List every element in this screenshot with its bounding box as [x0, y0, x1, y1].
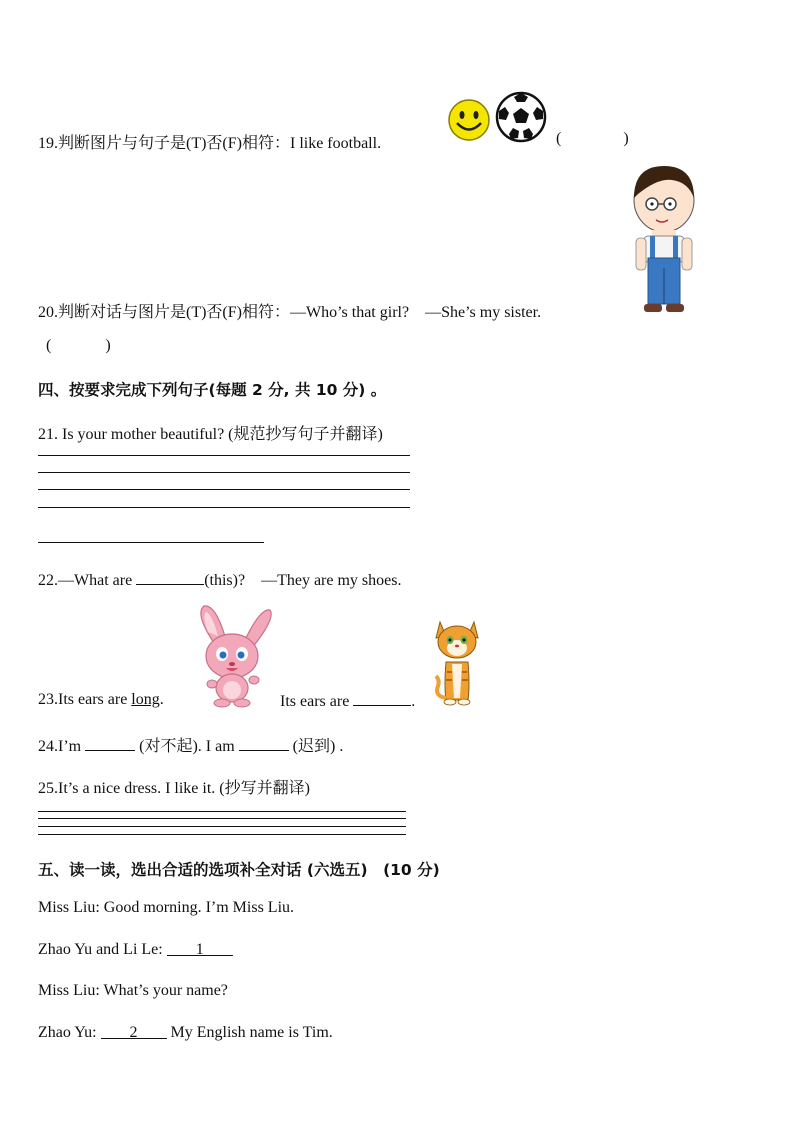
underlined-word: long	[131, 691, 160, 708]
fill-blank[interactable]	[136, 570, 204, 585]
answer-line[interactable]	[38, 542, 264, 543]
question-19-answer-paren[interactable]: ( )	[556, 130, 629, 147]
fill-blank-2[interactable]: 2	[101, 1024, 167, 1039]
dialog-line-2: Zhao Yu and Li Le: 1	[38, 941, 233, 959]
section-5-heading: 五、读一读，选出合适的选项补全对话 (六选五) (10 分)	[38, 861, 440, 879]
question-25	[38, 775, 310, 798]
boy-illustration	[628, 164, 700, 316]
question-19-text: 19.判断图片与句子是(T)否(F)相符：I like football.	[38, 135, 382, 152]
question-23: 23.Its ears are long.	[38, 691, 164, 708]
question-20	[38, 299, 541, 322]
question-22: 22.—What are (this)? —They are my shoes.	[38, 572, 402, 589]
soccer-ball-icon	[495, 91, 547, 143]
fill-blank[interactable]	[85, 736, 135, 751]
question-20-text: 20.判断对话与图片是(T)否(F)相符：—Who’s that girl? —She’s my sister.	[38, 304, 542, 321]
question-20-answer-paren[interactable]: ( )	[46, 337, 111, 354]
answer-line[interactable]	[38, 489, 410, 490]
answer-line[interactable]	[38, 507, 410, 508]
fill-blank[interactable]	[239, 736, 289, 751]
cat-illustration	[432, 616, 482, 708]
question-21	[38, 421, 383, 444]
answer-line[interactable]	[38, 455, 410, 456]
answer-line[interactable]	[38, 818, 406, 819]
question-25-text: 25.It’s a nice dress. I like it. (抄写并翻译)	[38, 780, 310, 797]
dialog-line-4: Zhao Yu: 2 My English name is Tim.	[38, 1024, 333, 1041]
question-24: 24.I’m (对不起). I am (迟到) .	[38, 738, 344, 755]
answer-line[interactable]	[38, 826, 406, 827]
smiley-face-icon	[447, 98, 491, 142]
fill-blank-1[interactable]: 1	[167, 941, 233, 956]
answer-line[interactable]	[38, 834, 406, 835]
dialog-line-3: Miss Liu: What’s your name?	[38, 982, 228, 999]
dialog-line-1: Miss Liu: Good morning. I’m Miss Liu.	[38, 899, 295, 916]
question-21-text: 21. Is your mother beautiful? (规范抄写句子并翻译)	[38, 426, 383, 443]
question-23-part-2: Its ears are .	[280, 693, 416, 710]
answer-line[interactable]	[38, 811, 406, 812]
fill-blank[interactable]	[353, 691, 411, 706]
answer-line[interactable]	[38, 472, 410, 473]
rabbit-illustration	[190, 604, 276, 708]
question-19	[38, 130, 381, 153]
section-4-heading: 四、按要求完成下列句子(每题 2 分, 共 10 分) 。	[38, 381, 387, 399]
